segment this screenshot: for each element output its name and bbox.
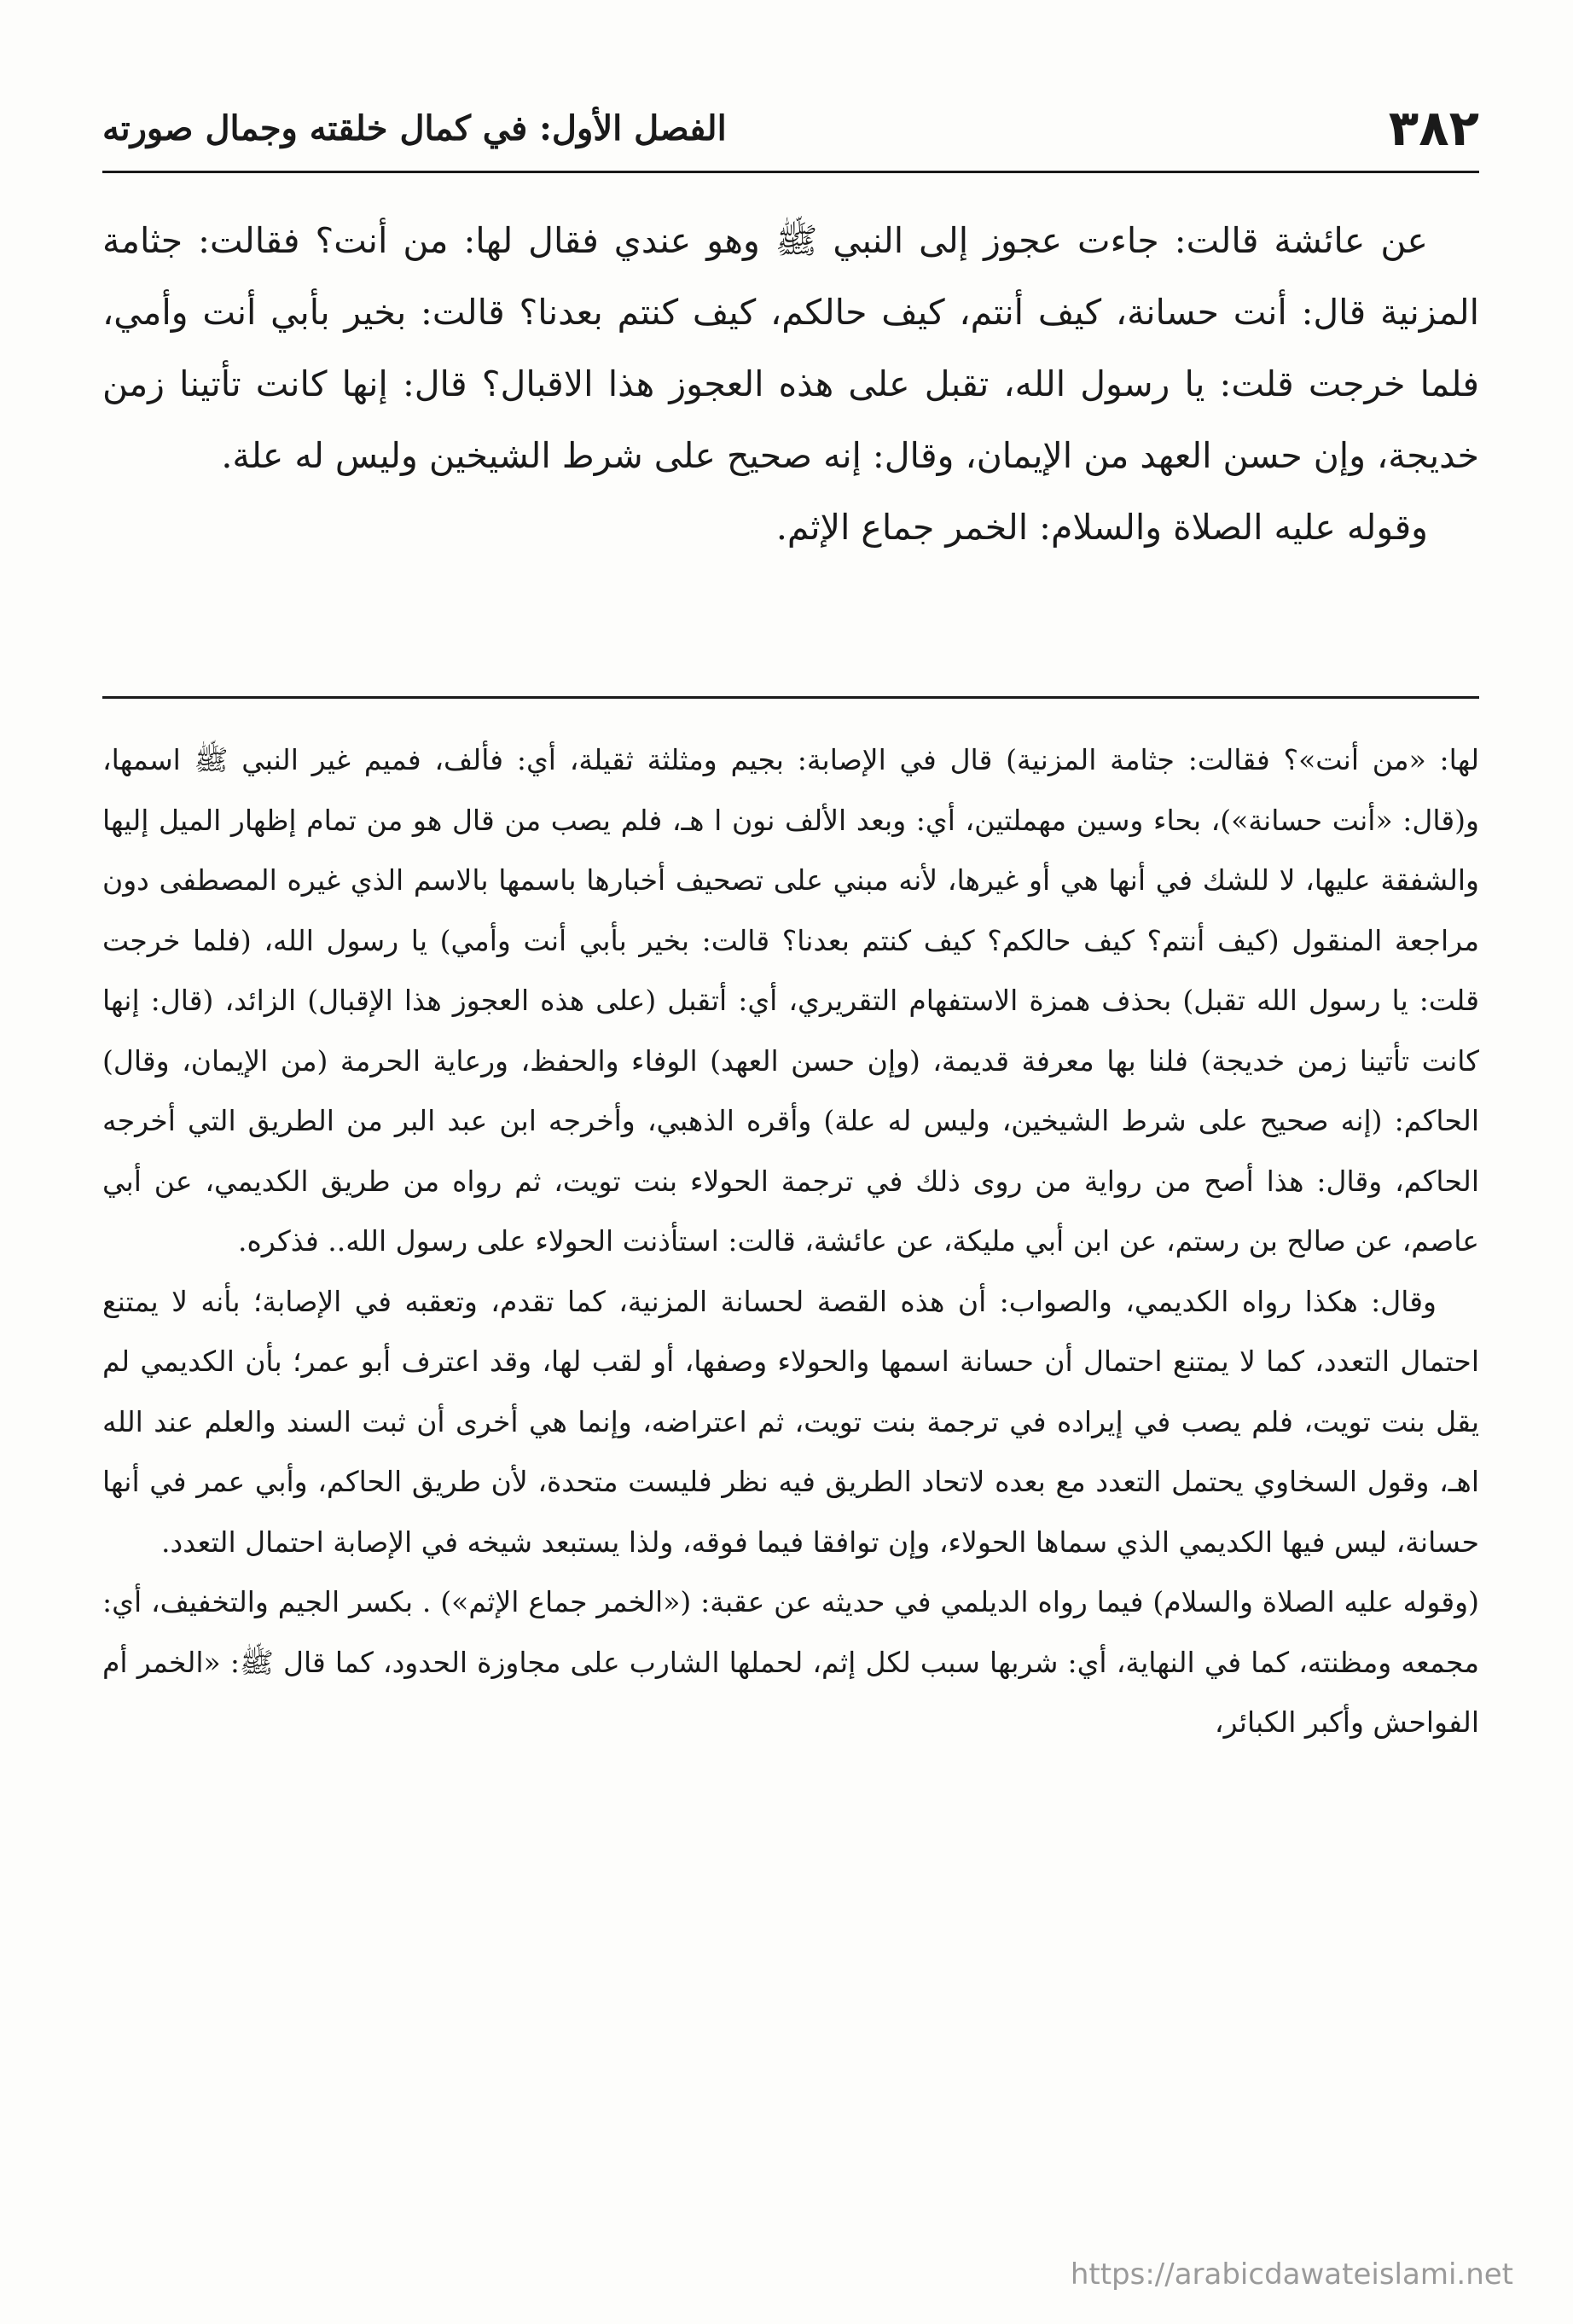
chapter-title: الفصل الأول: في كمال خلقته وجمال صورته xyxy=(102,107,727,148)
page-header xyxy=(102,94,1479,162)
commentary xyxy=(102,730,1479,1753)
header-divider xyxy=(102,171,1479,173)
commentary-paragraph: (وقوله عليه الصلاة والسلام) فيما رواه الديلمي في حديثه عن عقبة: («الخمر جماع الإثم») . بكسر الجيم والتخفيف، أي: مجمعه ومظنته، كما في النهاية، أي: شربها سبب لكل إثم، لحملها الشارب على مجاوزة الحدود، كما قال ﷺ: «الخمر أم الفواحش وأكبر الكبائر، xyxy=(102,1585,1479,1739)
watermark-url: https://arabicdawateislami.net xyxy=(1070,2257,1513,2292)
commentary-divider xyxy=(102,696,1479,699)
hadith-paragraph: وقوله عليه الصلاة والسلام: الخمر جماع الإثم. xyxy=(775,507,1428,548)
commentary-paragraph: وقال: هكذا رواه الكديمي، والصواب: أن هذه القصة لحسانة المزنية، كما تقدم، وتعقبه في الإصابة؛ بأنه لا يمتنع احتمال التعدد، كما لا يمتنع احتمال أن حسانة اسمها والحولاء وصفها، أو لقب لها، وقد اعترف أبو عمر؛ بأن الكديمي لم يقل بنت تويت، فلم يصب في إيراده في ترجمة بنت تويت، ثم اعتراضه، وإنما هي أخرى أن ثبت السند والعلم عند الله اهـ، وقول السخاوي يحتمل التعدد مع بعده لاتحاد الطريق فيه نظر فليست متحدة، لأن طريق الحاكم، وأبي عمر في أنها حسانة، ليس فيها الكديمي الذي سماها الحولاء، وإن توافقا فيما فوقه، ولذا يستبعد شيخه في الإصابة احتمال التعدد. xyxy=(102,1284,1479,1559)
hadith-paragraph: عن عائشة قالت: جاءت عجوز إلى النبي ﷺ وهو عندي فقال لها: من أنت؟ فقالت: جثامة المزنية قال: أنت حسانة، كيف أنتم، كيف حالكم، كيف كنتم بعدنا؟ قالت: بخير بأبي أنت وأمي، فلما خرجت قلت: يا رسول الله، تقبل على هذه العجوز هذا الاقبال؟ قال: إنها كانت تأتينا زمن خديجة، وإن حسن العهد من الإيمان، وقال: إنه صحيح على شرط الشيخين وليس له علة. xyxy=(102,220,1479,476)
page-number: ٣٨٢ xyxy=(1388,99,1479,157)
commentary-paragraph: لها: «من أنت»؟ فقالت: جثامة المزنية) قال في الإصابة: بجيم ومثلثة ثقيلة، أي: فألف، فميم غير النبي ﷺ اسمها، و(قال: «أنت حسانة»)، بحاء وسين مهملتين، أي: وبعد الألف نون ا هـ، فلم يصب من قال هو من تمام إظهار الميل إليها والشفقة عليها، لا للشك في أنها هي أو غيرها، لأنه مبني على تصحيف أخبارها باسمها بالاسم الذي غيره المصطفى دون مراجعة المنقول (كيف أنتم؟ كيف حالكم؟ كيف كنتم بعدنا؟ قالت: بخير بأبي أنت وأمي) يا رسول الله، (فلما خرجت قلت: يا رسول الله تقبل) بحذف همزة الاستفهام التقريري، أي: أتقبل (على هذه العجوز هذا الإقبال) الزائد، (قال: إنها كانت تأتينا زمن خديجة) فلنا بها معرفة قديمة، (وإن حسن العهد) الوفاء والحفظ، ورعاية الحرمة (من الإيمان، وقال) الحاكم: (إنه صحيح على شرط الشيخين، وليس له علة) وأقره الذهبي، وأخرجه ابن عبد البر من الطريق التي أخرجه الحاكم، وقال: هذا أصح من رواية من روى ذلك في ترجمة الحولاء بنت تويت، ثم رواه من طريق الكديمي، عن أبي عاصم، عن صالح بن رستم، عن ابن أبي مليكة، عن عائشة، قالت: استأذنت الحولاء على رسول الله.. فذكره. xyxy=(102,743,1479,1258)
main-text xyxy=(102,205,1479,563)
